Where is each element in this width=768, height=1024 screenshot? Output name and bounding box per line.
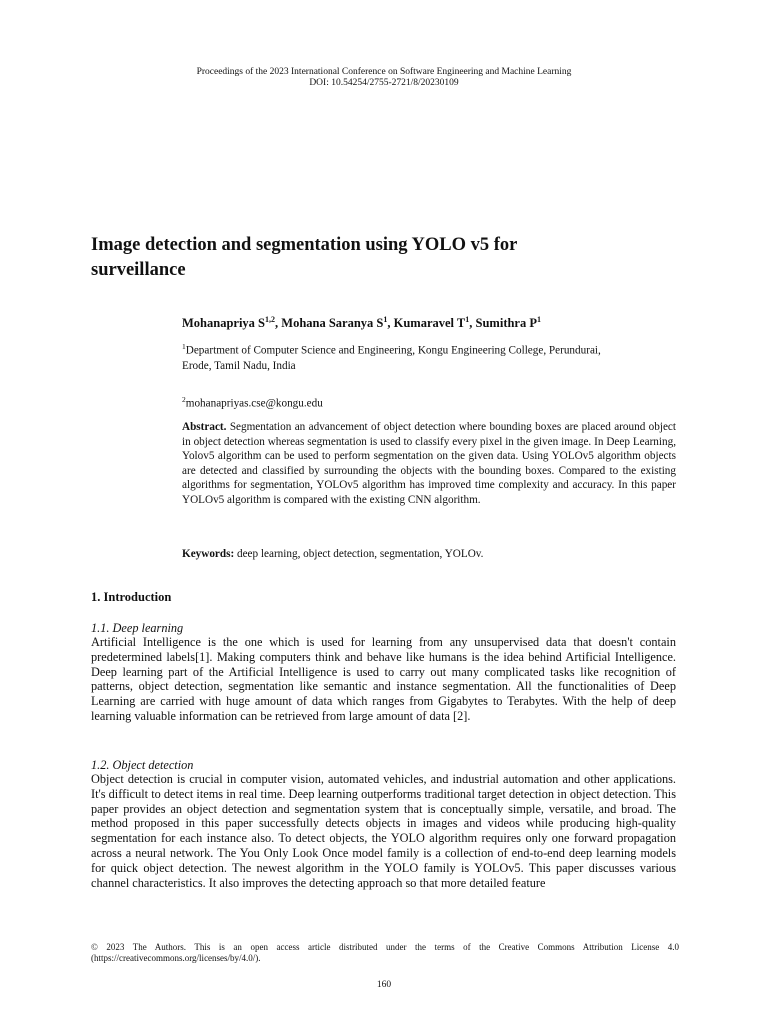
license-footnote: © 2023 The Authors. This is an open access article distributed under the terms of the Creative Commons Attribution License 4.0 (https://creativecommons.org/licenses/by/4.0/). (91, 942, 679, 963)
author-separator: , (469, 316, 476, 331)
author-affil-sup: 1 (465, 315, 470, 324)
author-email (182, 395, 682, 410)
abstract (182, 420, 676, 508)
abstract-text: Segmentation an advancement of object detection where bounding boxes are placed around object in object detection whereas segmentation is used to classify every pixel in the given image. In Deep Learning, Yolov5 algorithm can be used to perform segmentation on the given data. Using YOLOv5 algorithm objects are detected and classified by surrounding the objects with the bounding boxes. Compared to the existing algorithms for segmentation, YOLOv5 algorithm has improved time complexity and accuracy. In this paper YOLOv5 algorithm is compared with the existing CNN algorithm. (182, 421, 676, 506)
subsection-heading-deep-learning: 1.1. Deep learning (91, 621, 184, 635)
proceedings-line: Proceedings of the 2023 International Conference on Software Engineering and Machine Learning (196, 67, 572, 77)
author-affil-sup: 1 (537, 315, 541, 324)
keywords-label: Keywords: (182, 548, 235, 560)
email-text: mohanapriyas.cse@kongu.edu (185, 397, 323, 410)
author-affil-sup: 1,2 (265, 315, 276, 324)
paragraph-object-detection: Object detection is crucial in computer vision, automated vehicles, and industrial automation and other applications. It's difficult to detect items in real time. Deep learning outperforms traditional target detection in object detection. This paper provides an object detection and segmentation system that is conceptually simple, versatile, and broad. The method proposed in this paper successfully detects objects in images and videos while producing high-quality segmentation for each instance also. To detect objects, the YOLO algorithm requires only one forward propagation across a neural network. The You Only Look Once model family is a collection of end-to-end deep learning models for quick object detection. The newest algorithm in the YOLO family is YOLOv5. This paper discusses various channel characteristics. It also improves the detecting approach so that more detailed feature (91, 772, 676, 890)
page-number: 160 (376, 980, 392, 990)
affiliation-line-2: Erode, Tamil Nadu, India (182, 359, 296, 372)
paragraph-deep-learning: Artificial Intelligence is the one which is used for learning from any unsupervised data that doesn't contain predetermined labels[1]. Making computers think and behave like humans is the idea behind Artificial Intelligence. Deep learning part of the Artificial Intelligence is used to carry out many complicated tasks like recognition of patterns, object detection, segmentation like semantic and instance segmentation. All the functionalities of Deep Learning are carried with huge amount of data which ranges from Gigabytes to Terabytes. With the help of deep learning valuable information can be retrieved from large amount of data [2]. (91, 635, 676, 723)
author-separator: , (275, 316, 282, 331)
section-heading-introduction: 1. Introduction (91, 590, 172, 604)
author-name: Mohana Saranya S (281, 316, 384, 331)
title-line-2: surveillance (91, 260, 186, 280)
abstract-label: Abstract. (182, 421, 227, 433)
title-line-1: Image detection and segmentation using YOLO v5 for (91, 235, 518, 255)
author-name: Mohanapriya S (182, 316, 266, 331)
author-list (182, 315, 682, 331)
doi-line: DOI: 10.54254/2755-2721/8/20230109 (309, 78, 459, 88)
keywords-text: deep learning, object detection, segmentation, YOLOv. (237, 548, 484, 560)
running-header (0, 67, 768, 89)
email-sup: 2 (182, 395, 186, 404)
author-separator: , (387, 316, 394, 331)
affiliation (182, 339, 682, 374)
affiliation-line-1: Department of Computer Science and Engineering, Kongu Engineering College, Perundurai, (185, 344, 601, 357)
paper-title (91, 233, 691, 283)
subsection-heading-object-detection: 1.2. Object detection (91, 758, 194, 772)
author-affil-sup: 1 (383, 315, 388, 324)
author-name: Sumithra P (475, 316, 537, 331)
affiliation-sup: 1 (182, 342, 186, 351)
keywords (182, 548, 676, 560)
author-name: Kumaravel T (393, 316, 466, 331)
